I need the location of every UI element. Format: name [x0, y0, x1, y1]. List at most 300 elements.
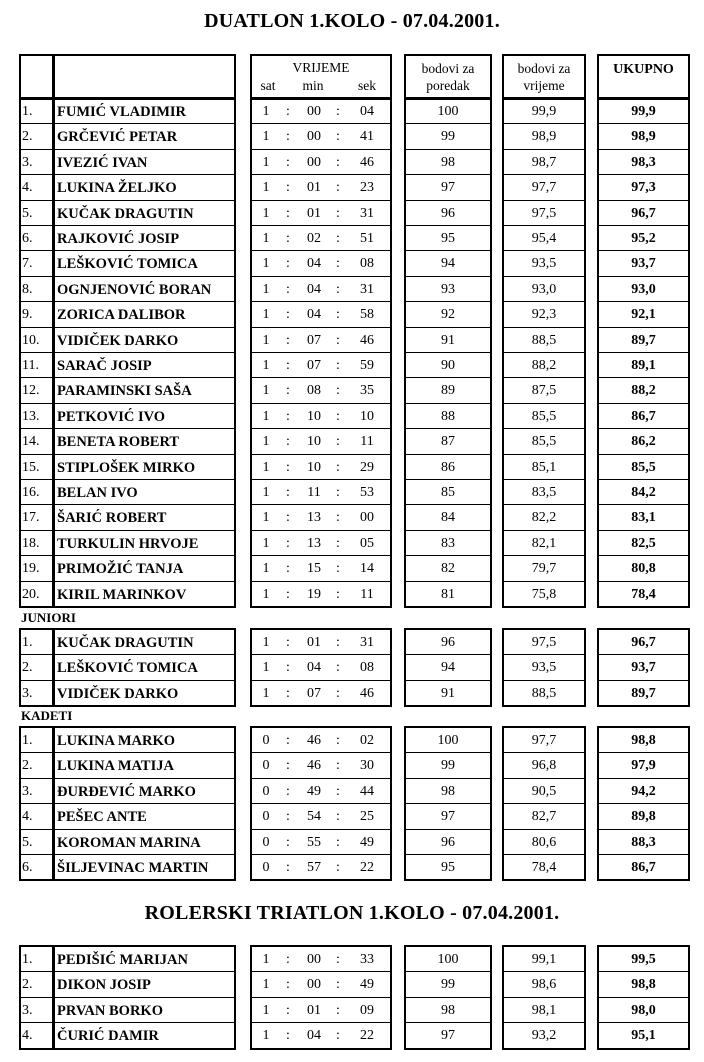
minutes-cell: 54	[307, 809, 321, 825]
seconds-cell: 33	[360, 952, 374, 967]
time-separator: :	[286, 383, 290, 399]
athlete-name-cell: KOROMAN MARINA	[57, 834, 201, 851]
rank-cell: 3.	[22, 154, 33, 170]
table-row	[0, 404, 704, 429]
time-separator: :	[336, 733, 340, 748]
ukupno-cell: 98,3	[631, 154, 656, 170]
rank-cell: 6.	[22, 860, 33, 875]
hours-cell: 1	[262, 180, 270, 196]
hours-cell: 1	[262, 977, 270, 993]
ukupno-cell: 78,4	[631, 586, 656, 602]
athlete-name-cell: LUKINA ŽELJKO	[57, 180, 177, 197]
seconds-cell: 08	[360, 256, 374, 272]
table-row	[0, 753, 704, 778]
minutes-cell: 04	[307, 281, 321, 297]
seconds-cell: 31	[360, 281, 374, 297]
table-row	[0, 480, 704, 505]
hours-cell: 1	[262, 1028, 270, 1044]
athlete-name-cell: ŠARIĆ ROBERT	[57, 510, 167, 527]
bodovi-vrijeme-cell: 97,5	[531, 635, 557, 650]
hours-cell: 1	[262, 685, 270, 701]
bodovi-poredak-cell: 92	[441, 307, 455, 323]
header-name-box	[53, 54, 236, 100]
table-row	[0, 855, 704, 880]
table-row	[0, 681, 704, 706]
bodovi-poredak-cell: 97	[441, 809, 455, 825]
bodovi-poredak-cell: 93	[441, 281, 455, 297]
minutes-cell: 00	[307, 952, 321, 967]
rank-cell: 1.	[22, 733, 33, 748]
athlete-name-cell: ĐURĐEVIĆ MARKO	[57, 783, 196, 800]
table-row	[0, 251, 704, 276]
rank-cell: 6.	[22, 231, 33, 246]
header-num-box	[19, 54, 54, 100]
seconds-cell: 46	[360, 154, 374, 170]
hours-cell: 1	[262, 205, 270, 221]
bodovi-vrijeme-cell: 93,0	[531, 281, 557, 297]
minutes-cell: 04	[307, 307, 321, 323]
hours-cell: 1	[262, 434, 270, 450]
time-separator: :	[286, 1002, 290, 1018]
bodovi-poredak-cell: 96	[441, 205, 455, 221]
table-row	[0, 455, 704, 480]
minutes-cell: 10	[307, 408, 321, 424]
rank-cell: 4.	[22, 1028, 33, 1044]
seconds-cell: 05	[360, 535, 374, 551]
time-separator: :	[336, 635, 340, 650]
bodovi-poredak-cell: 91	[441, 685, 455, 701]
hours-cell: 1	[262, 383, 270, 399]
ukupno-cell: 86,2	[631, 434, 656, 450]
ukupno-cell: 95,2	[631, 231, 656, 246]
hours-cell: 0	[262, 758, 270, 774]
hours-cell: 1	[262, 332, 270, 348]
rank-cell: 2.	[22, 758, 33, 774]
time-separator: :	[336, 434, 340, 450]
minutes-cell: 57	[307, 860, 321, 875]
bodovi-poredak-cell: 85	[441, 485, 455, 500]
bodovi-poredak-cell: 98	[441, 783, 455, 799]
rank-cell: 18.	[22, 535, 40, 551]
bodovi-poredak-cell: 94	[441, 256, 455, 272]
ukupno-cell: 89,7	[631, 332, 656, 348]
time-separator: :	[286, 104, 290, 119]
bodovi-vrijeme-cell: 92,3	[531, 307, 557, 323]
ukupno-cell: 89,1	[631, 358, 656, 373]
time-separator: :	[336, 231, 340, 246]
ukupno-cell: 97,9	[631, 758, 656, 774]
rank-cell: 14.	[22, 434, 40, 450]
ukupno-cell: 89,7	[631, 685, 656, 701]
time-separator: :	[286, 1028, 290, 1044]
seconds-cell: 25	[360, 809, 374, 825]
bodovi-vrijeme-cell: 88,5	[531, 332, 557, 348]
bodovi-vrijeme-cell: 83,5	[531, 485, 557, 500]
athlete-name-cell: TURKULIN HRVOJE	[57, 535, 199, 552]
bodovi-vrijeme-cell: 98,6	[531, 977, 557, 993]
bodovi-vrijeme-cell: 85,1	[531, 459, 557, 475]
seconds-cell: 22	[360, 1028, 374, 1044]
hours-cell: 1	[262, 104, 270, 119]
table-row	[0, 226, 704, 251]
header-bodovi-vrijeme-box	[502, 54, 586, 100]
seconds-cell: 49	[360, 977, 374, 993]
minutes-cell: 01	[307, 205, 321, 221]
table-row	[0, 175, 704, 200]
time-separator: :	[336, 154, 340, 170]
athlete-name-cell: PETKOVIĆ IVO	[57, 408, 166, 425]
hours-cell: 0	[262, 834, 270, 850]
minutes-cell: 11	[307, 485, 321, 500]
time-separator: :	[286, 860, 290, 875]
seconds-cell: 11	[360, 586, 374, 602]
ukupno-cell: 92,1	[631, 307, 656, 323]
time-separator: :	[336, 104, 340, 119]
minutes-cell: 02	[307, 231, 321, 246]
seconds-cell: 53	[360, 485, 374, 500]
time-separator: :	[286, 685, 290, 701]
athlete-name-cell: SARAČ JOSIP	[57, 358, 152, 374]
time-separator: :	[286, 256, 290, 272]
table-row	[0, 378, 704, 403]
ukupno-cell: 83,1	[631, 510, 656, 526]
seconds-cell: 46	[360, 332, 374, 348]
bodovi-poredak-cell: 95	[441, 860, 455, 875]
minutes-cell: 19	[307, 586, 321, 602]
ukupno-cell: 98,8	[631, 733, 656, 748]
rank-cell: 3.	[22, 685, 33, 701]
time-separator: :	[286, 977, 290, 993]
rank-cell: 2.	[22, 129, 33, 145]
time-separator: :	[286, 635, 290, 650]
minutes-cell: 55	[307, 834, 321, 850]
rank-cell: 4.	[22, 809, 33, 825]
athlete-name-cell: BELAN IVO	[57, 485, 138, 501]
time-separator: :	[286, 952, 290, 967]
minutes-cell: 00	[307, 129, 321, 145]
bodovi-poredak-cell: 95	[441, 231, 455, 246]
rank-cell: 5.	[22, 205, 33, 221]
time-separator: :	[286, 758, 290, 774]
minutes-cell: 00	[307, 977, 321, 993]
seconds-cell: 29	[360, 459, 374, 475]
bodovi-poredak-cell: 96	[441, 834, 455, 850]
rank-cell: 8.	[22, 281, 33, 297]
athlete-name-cell: KUČAK DRAGUTIN	[57, 205, 194, 222]
time-separator: :	[336, 1028, 340, 1044]
bodovi-vrijeme-cell: 80,6	[531, 834, 557, 850]
ukupno-cell: 99,9	[631, 104, 656, 119]
rank-cell: 20.	[22, 586, 40, 602]
time-separator: :	[336, 660, 340, 676]
table-row	[0, 531, 704, 556]
time-separator: :	[336, 408, 340, 424]
athlete-name-cell: ZORICA DALIBOR	[57, 307, 186, 324]
bodovi-vrijeme-cell: 97,5	[531, 205, 557, 221]
time-separator: :	[286, 485, 290, 500]
time-separator: :	[336, 977, 340, 993]
bodovi-poredak-cell: 96	[441, 635, 455, 650]
bodovi-vrijeme-cell: 97,7	[531, 180, 557, 196]
sek-header: sek	[358, 78, 376, 93]
bodovi-vrijeme-cell: 82,1	[531, 535, 557, 551]
hours-cell: 0	[262, 860, 270, 875]
athlete-name-cell: VIDIČEK DARKO	[57, 685, 179, 702]
seconds-cell: 49	[360, 834, 374, 850]
seconds-cell: 09	[360, 1002, 374, 1018]
hours-cell: 0	[262, 809, 270, 825]
seconds-cell: 00	[360, 510, 374, 526]
hours-cell: 1	[262, 561, 270, 577]
athlete-name-cell: ČURIĆ DAMIR	[57, 1028, 159, 1045]
rank-cell: 17.	[22, 510, 40, 526]
table-row	[0, 804, 704, 829]
rank-cell: 2.	[22, 660, 33, 676]
bodovi-vrijeme-cell: 88,2	[531, 358, 557, 373]
rank-cell: 1.	[22, 635, 33, 650]
table-row	[0, 124, 704, 149]
hours-cell: 1	[262, 952, 270, 967]
time-separator: :	[286, 231, 290, 246]
rank-cell: 12.	[22, 383, 40, 399]
bodovi-vrijeme-cell: 96,8	[531, 758, 557, 774]
table-row	[0, 556, 704, 581]
seconds-cell: 58	[360, 307, 374, 323]
ukupno-cell: 93,0	[631, 281, 656, 297]
rank-cell: 19.	[22, 561, 40, 577]
table-row	[0, 150, 704, 175]
bodovi-poredak-cell: 87	[441, 434, 455, 450]
athlete-name-cell: VIDIČEK DARKO	[57, 332, 179, 349]
athlete-name-cell: LUKINA MATIJA	[57, 758, 174, 775]
bodovi-poredak-cell: 90	[441, 358, 455, 373]
rank-cell: 15.	[22, 459, 40, 475]
rank-cell: 3.	[22, 1002, 33, 1018]
minutes-cell: 08	[307, 383, 321, 399]
hours-cell: 1	[262, 307, 270, 323]
minutes-cell: 04	[307, 1028, 321, 1044]
bodovi-vrijeme-cell: 98,7	[531, 154, 557, 170]
seconds-cell: 46	[360, 685, 374, 701]
bodovi-poredak-cell: 84	[441, 510, 455, 526]
bodovi-vrijeme-cell: 97,7	[531, 733, 557, 748]
athlete-name-cell: LEŠKOVIĆ TOMICA	[57, 660, 198, 677]
bodovi-vrijeme-cell: 85,5	[531, 408, 557, 424]
rank-cell: 5.	[22, 834, 33, 850]
bodovi-poredak-cell: 97	[441, 1028, 455, 1044]
athlete-name-cell: STIPLOŠEK MIRKO	[57, 459, 196, 476]
time-separator: :	[286, 129, 290, 145]
time-separator: :	[336, 952, 340, 967]
ukupno-cell: 80,8	[631, 561, 656, 577]
minutes-cell: 00	[307, 104, 321, 119]
time-separator: :	[336, 358, 340, 373]
ukupno-cell: 93,7	[631, 660, 656, 676]
time-separator: :	[286, 561, 290, 577]
time-separator: :	[286, 510, 290, 526]
ukupno-cell: 99,5	[631, 952, 656, 967]
time-separator: :	[286, 434, 290, 450]
athlete-name-cell: KUČAK DRAGUTIN	[57, 635, 194, 651]
seconds-cell: 14	[360, 561, 374, 577]
time-separator: :	[286, 733, 290, 748]
time-separator: :	[336, 256, 340, 272]
seconds-cell: 31	[360, 205, 374, 221]
ukupno-cell: 85,5	[631, 459, 656, 475]
table-row	[0, 728, 704, 753]
hours-cell: 1	[262, 635, 270, 650]
time-separator: :	[336, 535, 340, 551]
minutes-cell: 07	[307, 358, 321, 373]
bodovi-vrijeme-cell: 78,4	[531, 860, 557, 875]
ukupno-cell: 82,5	[631, 535, 656, 551]
bodovi-poredak-cell: 100	[437, 104, 459, 119]
minutes-cell: 46	[307, 733, 321, 748]
bodovi-vrijeme-header-1: bodovi za	[517, 61, 571, 76]
bodovi-poredak-cell: 83	[441, 535, 455, 551]
ukupno-cell: 98,8	[631, 977, 656, 993]
minutes-cell: 01	[307, 635, 321, 650]
seconds-cell: 23	[360, 180, 374, 196]
rank-cell: 10.	[22, 332, 40, 348]
rank-cell: 1.	[22, 952, 33, 967]
time-separator: :	[286, 535, 290, 551]
rank-cell: 11.	[22, 358, 39, 373]
minutes-cell: 10	[307, 434, 321, 450]
minutes-cell: 01	[307, 180, 321, 196]
second-title: ROLERSKI TRIATLON 1.KOLO - 07.04.2001.	[144, 902, 560, 924]
hours-cell: 1	[262, 586, 270, 602]
hours-cell: 1	[262, 129, 270, 145]
table-row	[0, 99, 704, 124]
bodovi-vrijeme-cell: 99,1	[531, 952, 557, 967]
hours-cell: 1	[262, 459, 270, 475]
time-separator: :	[336, 586, 340, 602]
time-separator: :	[336, 383, 340, 399]
bodovi-poredak-cell: 98	[441, 1002, 455, 1018]
time-separator: :	[336, 510, 340, 526]
bodovi-poredak-cell: 91	[441, 332, 455, 348]
time-separator: :	[336, 180, 340, 196]
time-separator: :	[336, 205, 340, 221]
bodovi-vrijeme-cell: 98,1	[531, 1002, 557, 1018]
time-separator: :	[286, 307, 290, 323]
rank-cell: 4.	[22, 180, 33, 196]
hours-cell: 0	[262, 733, 270, 748]
hours-cell: 1	[262, 660, 270, 676]
table-row	[0, 201, 704, 226]
table-row	[0, 505, 704, 530]
ukupno-cell: 96,7	[631, 205, 656, 221]
seconds-cell: 08	[360, 660, 374, 676]
ukupno-cell: 88,3	[631, 834, 656, 850]
rank-cell: 7.	[22, 256, 33, 272]
time-separator: :	[336, 459, 340, 475]
rank-cell: 1.	[22, 104, 33, 119]
table-row	[0, 655, 704, 680]
time-separator: :	[336, 809, 340, 825]
seconds-cell: 35	[360, 383, 374, 399]
hours-cell: 1	[262, 535, 270, 551]
time-separator: :	[336, 281, 340, 297]
bodovi-vrijeme-cell: 98,9	[531, 129, 557, 145]
time-separator: :	[286, 459, 290, 475]
athlete-name-cell: DIKON JOSIP	[57, 977, 151, 994]
rank-cell: 2.	[22, 977, 33, 993]
ukupno-cell: 93,7	[631, 256, 656, 272]
page-title: DUATLON 1.KOLO - 07.04.2001.	[204, 10, 500, 32]
vrijeme-header: VRIJEME	[292, 60, 350, 75]
seconds-cell: 30	[360, 758, 374, 774]
ukupno-cell: 86,7	[631, 860, 656, 875]
ukupno-cell: 97,3	[631, 180, 656, 196]
time-separator: :	[286, 408, 290, 424]
time-separator: :	[286, 205, 290, 221]
bodovi-poredak-cell: 100	[437, 952, 459, 967]
time-separator: :	[336, 1002, 340, 1018]
bodovi-poredak-cell: 97	[441, 180, 455, 196]
rank-cell: 3.	[22, 783, 33, 799]
seconds-cell: 11	[360, 434, 374, 450]
ukupno-cell: 84,2	[631, 485, 656, 500]
header-bodovi-poredak-box	[404, 54, 492, 100]
bodovi-poredak-cell: 99	[441, 758, 455, 774]
table-row	[0, 582, 704, 607]
bodovi-vrijeme-cell: 90,5	[531, 783, 557, 799]
athlete-name-cell: FUMIĆ VLADIMIR	[57, 104, 187, 120]
hours-cell: 1	[262, 154, 270, 170]
athlete-name-cell: LEŠKOVIĆ TOMICA	[57, 256, 198, 273]
header-ukupno-box	[597, 54, 690, 100]
hours-cell: 1	[262, 510, 270, 526]
time-separator: :	[336, 834, 340, 850]
rank-cell: 16.	[22, 485, 40, 500]
seconds-cell: 04	[360, 104, 374, 119]
time-separator: :	[336, 485, 340, 500]
minutes-cell: 07	[307, 332, 321, 348]
time-separator: :	[336, 332, 340, 348]
table-row	[0, 1023, 704, 1048]
bodovi-poredak-cell: 98	[441, 154, 455, 170]
section-juniori: JUNIORI	[21, 610, 76, 625]
table-row	[0, 972, 704, 997]
athlete-name-cell: LUKINA MARKO	[57, 733, 176, 749]
time-separator: :	[336, 860, 340, 875]
bodovi-poredak-header-1: bodovi za	[421, 61, 475, 76]
table-row	[0, 998, 704, 1023]
minutes-cell: 49	[307, 783, 321, 799]
rank-cell: 13.	[22, 408, 40, 424]
seconds-cell: 59	[360, 358, 374, 373]
time-separator: :	[336, 783, 340, 799]
athlete-name-cell: OGNJENOVIĆ BORAN	[57, 281, 212, 298]
athlete-name-cell: PEDIŠIĆ MARIJAN	[57, 952, 188, 968]
athlete-name-cell: IVEZIĆ IVAN	[57, 154, 148, 171]
bodovi-vrijeme-cell: 99,9	[531, 104, 557, 119]
minutes-cell: 46	[307, 758, 321, 774]
time-separator: :	[336, 685, 340, 701]
bodovi-vrijeme-cell: 82,7	[531, 809, 557, 825]
bodovi-poredak-cell: 89	[441, 383, 455, 399]
table-row	[0, 302, 704, 327]
athlete-name-cell: PARAMINSKI SAŠA	[57, 383, 192, 400]
bodovi-vrijeme-cell: 93,2	[531, 1028, 557, 1044]
bodovi-vrijeme-cell: 85,5	[531, 434, 557, 450]
rank-cell: 9.	[22, 307, 33, 323]
hours-cell: 1	[262, 485, 270, 500]
ukupno-cell: 89,8	[631, 809, 656, 825]
time-separator: :	[336, 561, 340, 577]
